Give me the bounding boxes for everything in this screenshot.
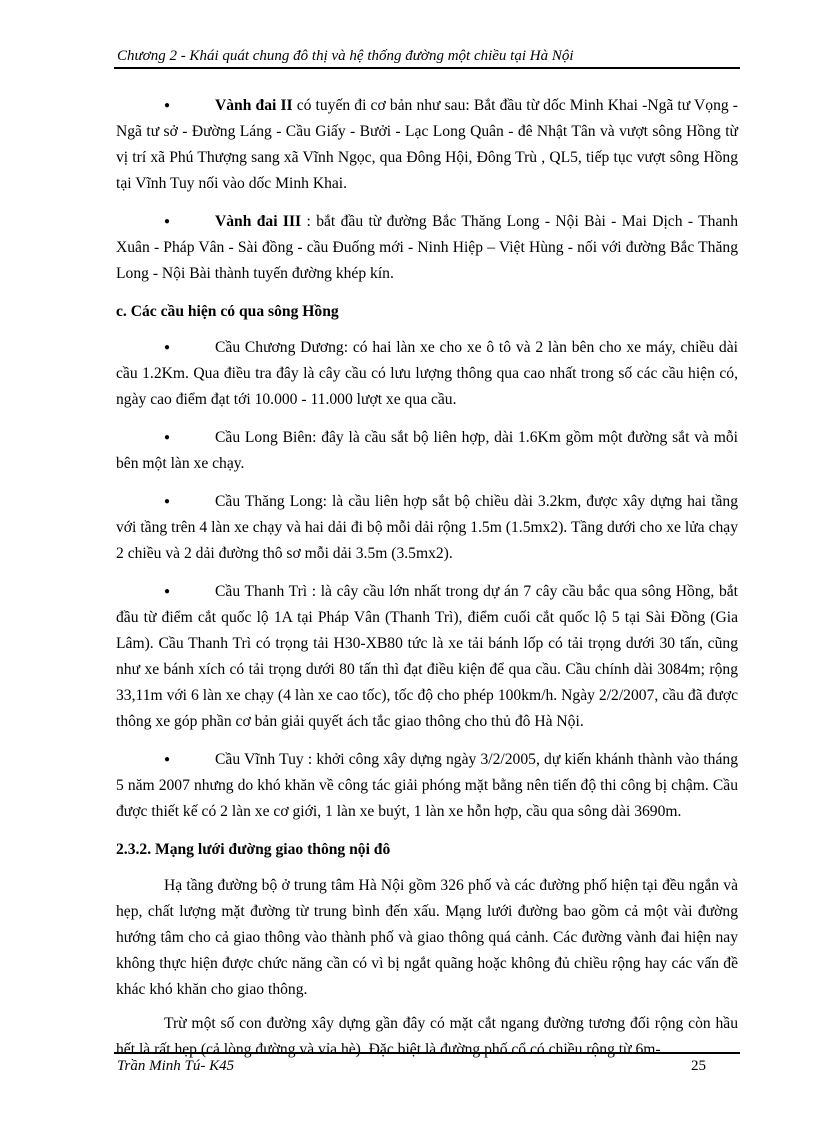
ring-road-label: Vành đai II: [215, 97, 293, 114]
bullet-dot-icon: ●: [164, 342, 171, 353]
footer-author: Trần Minh Tú- K45: [117, 1058, 235, 1074]
bridge-text: Cầu Vĩnh Tuy : khởi công xây dựng ngày 3/2/2005, dự kiến khánh thành vào tháng 5 năm 2007 nhưng do khó khăn về công tác giải phóng mặt bằng nên tiến độ thi công bị chậm. Cầu được thiết kế có 2 làn xe cơ giới, 1 làn xe buýt, 1 làn xe hỗn hợp, cầu qua sông dài 3690m.: [116, 751, 738, 820]
bullet-item: [116, 747, 738, 825]
section-heading: 2.3.2. Mạng lưới đường giao thông nội đô: [116, 841, 391, 858]
body-paragraph: Trừ một số con đường xây dựng gần đây có mặt cắt ngang đường tương đối rộng còn hầu hết là rất hẹp (cả lòng đường và vỉa hè). Đặc biệt là đường phố cổ có chiều rộng từ 6m-: [116, 1015, 738, 1058]
bullet-dot-icon: ●: [164, 496, 171, 507]
ring-road-text: có tuyến đi cơ bản như sau: Bắt đầu từ dốc Minh Khai -Ngã tư Vọng - Ngã tư sở - Đường Láng - Cầu Giấy - Bưởi - Lạc Long Quân - đê Nhật Tân và vượt sông Hồng từ vị trí xã Phú Thượng sang xã Vĩnh Ngọc, qua Đông Hội, Đông Trù , QL5, tiếp tục vượt sông Hồng tại Vĩnh Tuy nối vào dốc Minh Khai.: [116, 97, 738, 192]
ring-road-label: Vành đai III: [215, 213, 302, 230]
bullet-item: [116, 209, 738, 287]
bridge-text: Cầu Chương Dương: có hai làn xe cho xe ô tô và 2 làn bên cho xe máy, chiều dài cầu 1.2Km. Qua điều tra đây là cây cầu có lưu lượng thông qua cao nhất trong số các cầu hiện có, ngày cao điểm đạt tới 10.000 - 11.000 lượt xe qua cầu.: [116, 339, 738, 408]
bullet-item: [116, 579, 738, 735]
body-paragraph: Hạ tầng đường bộ ở trung tâm Hà Nội gồm 326 phố và các đường phố hiện tại đều ngắn và hẹp, chất lượng mặt đường từ trung bình đến xấu. Mạng lưới đường bao gồm cả một vài đường hướng tâm cho cả giao thông vào thành phố và giao thông quá cảnh. Các đường vành đai hiện nay không thực hiện được chức năng cần có vì bị ngắt quãng hoặc không đủ chiều rộng hay các vấn đề khác khó khăn cho giao thông.: [116, 877, 738, 998]
ring-road-text: : bắt đầu từ đường Bắc Thăng Long - Nội Bài - Mai Dịch - Thanh Xuân - Pháp Vân - Sài đồng - cầu Đuống mới - Ninh Hiệp – Việt Hùng - nối với đường Bắc Thăng Long - Nội Bài thành tuyến đường khép kín.: [116, 213, 738, 282]
bullet-item: [116, 93, 738, 197]
header-rule: [114, 67, 740, 69]
bridge-text: Cầu Long Biên: đây là cầu sắt bộ liên hợp, dài 1.6Km gồm một đường sắt và mỗi bên một làn xe chạy.: [116, 429, 738, 472]
bullet-dot-icon: ●: [164, 216, 171, 227]
bullet-item: [116, 489, 738, 567]
bridge-text: Cầu Thanh Trì : là cây cầu lớn nhất trong dự án 7 cây cầu bắc qua sông Hồng, bắt đầu từ điểm cắt quốc lộ 1A tại Pháp Vân (Thanh Trì), điểm cuối cắt quốc lộ 5 tại Sài Đồng (Gia Lâm). Cầu Thanh Trì có trọng tải H30-XB80 tức là xe tải bánh lốp có tải trọng dưới 30 tấn, cũng như xe bánh xích có tải trọng dưới 80 tấn thì đạt điều kiện để qua cầu. Cầu chính dài 3084m; rộng 33,11m với 6 làn xe chạy (4 làn xe cao tốc), tốc độ cho phép 100km/h. Ngày 2/2/2007, cầu đã được thông xe góp phần cơ bản giải quyết ách tắc giao thông cho thủ đô Hà Nội.: [116, 583, 738, 730]
bridge-text: Cầu Thăng Long: là cầu liên hợp sắt bộ chiều dài 3.2km, được xây dựng hai tầng với tầng trên 4 làn xe chạy và hai dải đi bộ mỗi dải rộng 1.5m (1.5mx2). Tầng dưới cho xe lửa chạy 2 chiều và 2 dải đường thô sơ mỗi dải 3.5m (3.5mx2).: [116, 493, 738, 562]
bullet-dot-icon: ●: [164, 754, 171, 765]
page-number: 25: [691, 1058, 706, 1074]
page-content: [116, 93, 738, 1071]
bullet-dot-icon: ●: [164, 100, 171, 111]
footer-rule: [114, 1052, 740, 1054]
bullet-item: [116, 425, 738, 477]
bullet-dot-icon: ●: [164, 432, 171, 443]
bullet-dot-icon: ●: [164, 586, 171, 597]
bullet-item: [116, 335, 738, 413]
bridges-heading: c. Các cầu hiện có qua sông Hồng: [116, 303, 339, 320]
page-header: Chương 2 - Khái quát chung đô thị và hệ thống đường một chiều tại Hà Nội: [117, 48, 574, 64]
